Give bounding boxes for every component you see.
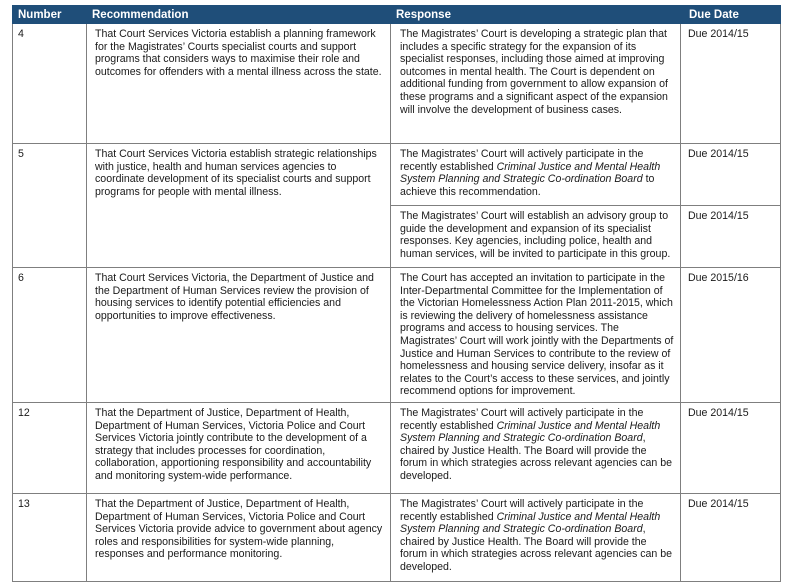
cell-number: 12 bbox=[13, 402, 87, 493]
cell-due-date: Due 2014/15 bbox=[681, 493, 781, 581]
table-row bbox=[13, 144, 781, 206]
cell-response bbox=[391, 402, 681, 493]
cell-recommendation: That Court Services Victoria, the Department of Justice and the Department of Human Services review the provision of housing services to identify potential efficiencies and opportunities to improve effectiveness. bbox=[87, 268, 391, 403]
cell-response: The Court has accepted an invitation to participate in the Inter-Departmental Committee for the Implementation of the Victorian Homelessness Action Plan 2011-2015, which is reviewing the delivery of homelessness assistance programs and access to housing services. The Magistrates’ Court will work jointly with the Departments of Justice and Human Services to contribute to the review of homelessness and housing service delivery, insofar as it relates to the Court’s access to these services, and jointly recommend options for improvement. bbox=[391, 268, 681, 403]
cell-due-date: Due 2014/15 bbox=[681, 402, 781, 493]
cell-number: 6 bbox=[13, 268, 87, 403]
cell-recommendation: That the Department of Justice, Department of Health, Department of Human Services, Victoria Police and Court Services Victoria provide advice to government about agency roles and responsibilities for system-wide planning, responses and performance monitoring. bbox=[87, 493, 391, 581]
cell-number: 5 bbox=[13, 144, 87, 268]
cell-response: The Magistrates’ Court will establish an advisory group to guide the development and expansion of its specialist responses. Key agencies, including police, health and human services, will be invited to participate in this group. bbox=[391, 206, 681, 268]
table-row bbox=[13, 24, 781, 144]
cell-response bbox=[391, 144, 681, 206]
response-text: The Magistrates’ Court will actively participate in the recently established bbox=[400, 406, 644, 432]
cell-due-date: Due 2015/16 bbox=[681, 268, 781, 403]
cell-recommendation: That Court Services Victoria establish a planning framework for the Magistrates’ Courts specialist courts and support programs that considers ways to maximise their role and outcomes for offenders with a mental illness across the state. bbox=[87, 24, 391, 144]
header-number: Number bbox=[13, 6, 87, 24]
board-name: Criminal Justice and Mental Health System Planning and Strategic Co-ordination Board bbox=[400, 419, 661, 445]
cell-due-date: Due 2014/15 bbox=[681, 206, 781, 268]
table-row bbox=[13, 402, 781, 493]
cell-recommendation: That the Department of Justice, Department of Health, Department of Human Services, Victoria Police and Court Services Victoria jointly contribute to the development of a strategy that includes processes for coordination, collaboration, apportioning responsibility and accountability and monitoring system-wide performance. bbox=[87, 402, 391, 493]
cell-number: 4 bbox=[13, 24, 87, 144]
board-name: Criminal Justice and Mental Health System Planning and Strategic Co-ordination Board bbox=[400, 510, 661, 536]
recommendations-document bbox=[12, 5, 780, 582]
table-row bbox=[13, 268, 781, 403]
response-text: to achieve this recommendation. bbox=[400, 173, 655, 198]
cell-recommendation: That Court Services Victoria establish strategic relationships with justice, health and human services agencies to coordinate development of its specialist courts and support programs for people with mental illness. bbox=[87, 144, 391, 268]
cell-due-date: Due 2014/15 bbox=[681, 144, 781, 206]
response-text: The Magistrates’ Court will actively participate in the recently established bbox=[400, 497, 644, 523]
response-text: , chaired by Justice Health. The Board will provide the forum in which strategies across relevant agencies can be developed. bbox=[400, 523, 673, 573]
header-response: Response bbox=[391, 6, 681, 24]
cell-response: The Magistrates’ Court is developing a strategic plan that includes a specific strategy for the expansion of its specialist responses, including those aimed at improving outcomes in mental health. The Court is dependent on additional funding from government to allow expansion of these programs and a significant aspect of the expansion will involve the development of business cases. bbox=[391, 24, 681, 144]
table-header-row bbox=[13, 6, 781, 24]
board-name: Criminal Justice and Mental Health System Planning and Strategic Co-ordination Board bbox=[400, 160, 661, 186]
header-due-date: Due Date bbox=[681, 6, 781, 24]
response-text: The Magistrates’ Court will actively participate in the recently established bbox=[400, 148, 644, 173]
response-text: , chaired by Justice Health. The Board will provide the forum in which strategies across relevant agencies can be developed. bbox=[400, 432, 673, 482]
header-recommendation: Recommendation bbox=[87, 6, 391, 24]
recommendations-table bbox=[12, 5, 781, 582]
cell-number: 13 bbox=[13, 493, 87, 581]
cell-due-date: Due 2014/15 bbox=[681, 24, 781, 144]
cell-response bbox=[391, 493, 681, 581]
table-row bbox=[13, 493, 781, 581]
